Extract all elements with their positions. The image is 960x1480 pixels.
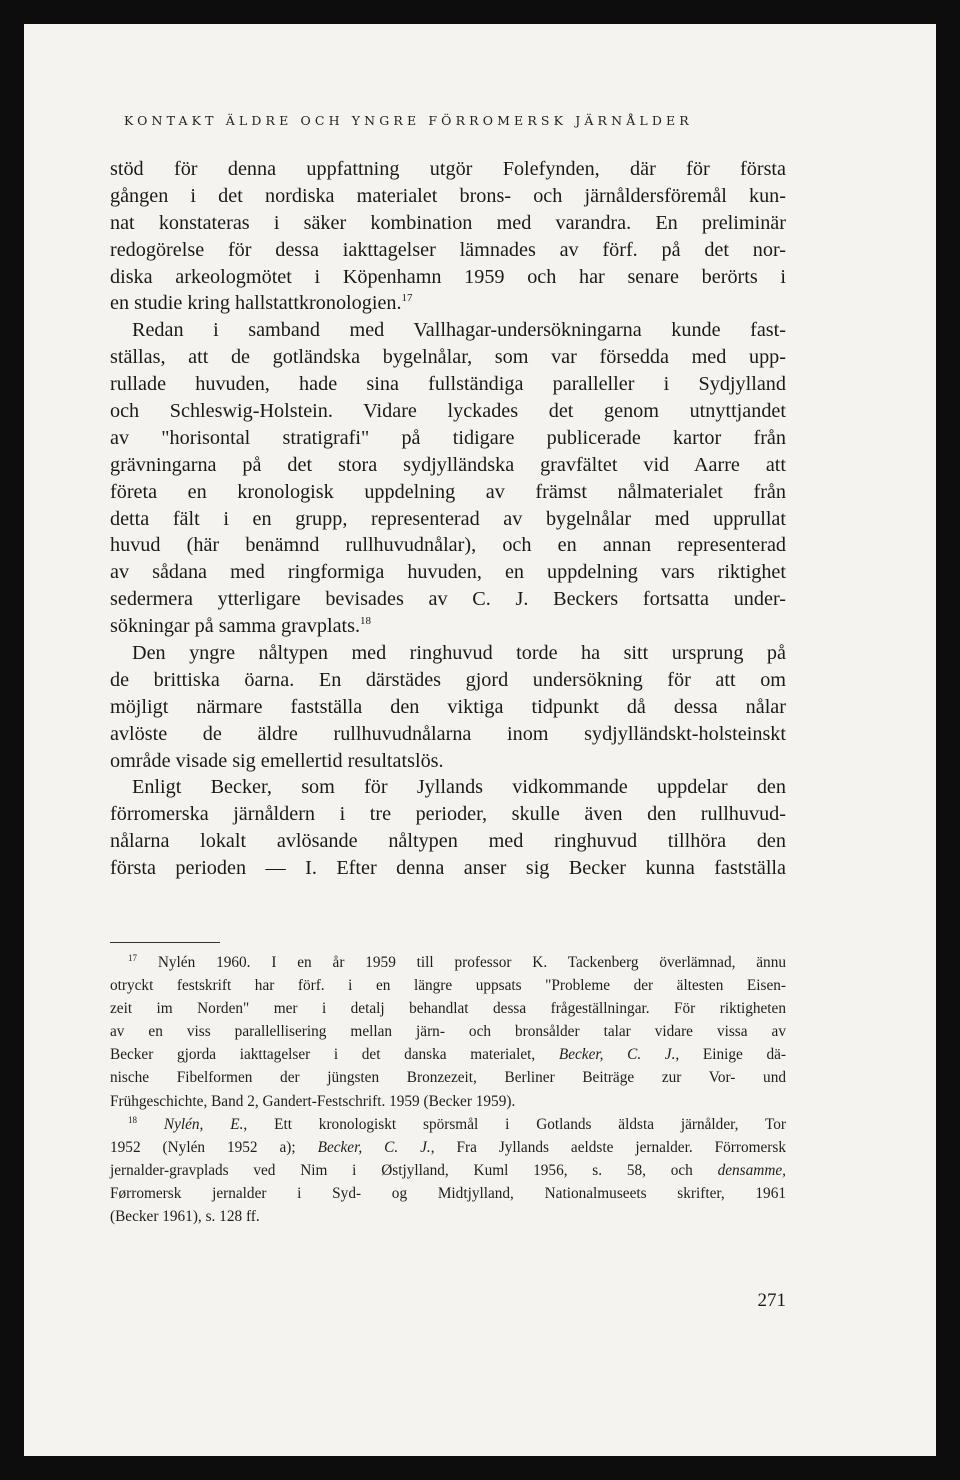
body-line: första perioden — I. Efter denna anser sig Becker kunna fastställa — [110, 857, 786, 880]
footnote-line: jernalder-gravplads ved Nim i Østjylland, Kuml 1956, s. 58, och densamme, — [110, 1161, 786, 1179]
footnote-line: 1952 (Nylén 1952 a); Becker, C. J., Fra Jyllands aeldste jernalder. Förromersk — [110, 1138, 786, 1156]
body-line: stöd för denna uppfattning utgör Folefynden, där för första — [110, 158, 786, 180]
body-line: redogörelse för dessa iakttagelser lämnades av förf. på det nor- — [110, 238, 786, 261]
footnote-line: (Becker 1961), s. 128 ff. — [110, 1208, 260, 1226]
running-head: KONTAKT ÄLDRE OCH YNGRE FÖRROMERSK JÄRNÅLDER — [124, 113, 693, 128]
page-number: 271 — [757, 1290, 786, 1311]
body-line: gången i det nordiska materialet brons- och järnåldersföremål kun- — [110, 184, 786, 207]
body-line: område visade sig emellertid resultatslös. — [110, 749, 444, 772]
body-line: Redan i samband med Vallhagar-undersökningarna kunde fast- — [132, 319, 786, 342]
body-line: de brittiska öarna. En därstädes gjord undersökning för att om — [110, 668, 786, 691]
body-line: diska arkeologmötet i Köpenhamn 1959 och har senare berörts i — [110, 265, 786, 288]
body-line: sedermera ytterligare bevisades av C. J. Beckers fortsatta under- — [110, 588, 786, 611]
footnote-line: av en viss parallellisering mellan järn- och bronsålder talar vidare vissa av — [110, 1023, 786, 1041]
footnote-17: $^{17}$ Nylén 1960. I en år 1959 till professor K. Tackenberg överlämnad, ännu — [128, 953, 786, 971]
body-line: förromerska järnåldern i tre perioder, skulle även den rullhuvud- — [110, 803, 786, 826]
footnote-line: Becker gjorda iakttagelser i det danska materialet, Becker, C. J., Einige dä- — [110, 1046, 787, 1064]
body-line: nat konstateras i säker kombination med varandra. En preliminär — [110, 211, 786, 234]
body-line: företa en kronologisk uppdelning av främst nålmaterialet från — [110, 480, 786, 503]
footnote-line: Førromersk jernalder i Syd- og Midtjylland, Nationalmuseets skrifter, 1961 — [110, 1184, 786, 1202]
body-line: detta fält i en grupp, representerad av bygelnålar med upprullat — [110, 507, 786, 530]
footnote-18: $^{18}$ Nylén, E., Ett kronologiskt spörsmål i Gotlands äldsta järnålder, Tor — [128, 1114, 787, 1133]
body-line: en studie kring hallstattkronologien.$^{17}$ — [110, 292, 413, 315]
body-line: ställas, att de gotländska bygelnålar, som var försedda med upp- — [110, 346, 786, 369]
footnote-rule — [110, 942, 220, 943]
footnote-line: nische Fibelformen der jüngsten Bronzezeit, Berliner Beiträge zur Vor- und — [110, 1069, 786, 1087]
page — [24, 24, 936, 1456]
body-line: möjligt närmare fastställa den viktiga tidpunkt då dessa nålar — [110, 695, 786, 718]
body-line: Den yngre nåltypen med ringhuvud torde ha sitt ursprung på — [132, 642, 786, 665]
footnote-marker: 18 — [128, 1114, 137, 1125]
body-line: och Schleswig-Holstein. Vidare lyckades det genom utnyttjandet — [110, 400, 786, 423]
body-line: rullade huvuden, hade sina fullständiga paralleller i Sydjylland — [110, 373, 786, 396]
body-text — [110, 156, 786, 882]
footnote-line: otryckt festskrift har förf. i en längre uppsats "Probleme der ältesten Eisen- — [110, 977, 786, 995]
body-line: sökningar på samma gravplats.$^{18}$ — [110, 615, 372, 638]
footnote-line: Frühgeschichte, Band 2, Gandert-Festschrift. 1959 (Becker 1959). — [110, 1092, 516, 1110]
body-line: nålarna lokalt avlösande nåltypen med ringhuvud tillhöra den — [110, 830, 786, 853]
footnote-marker: 17 — [128, 953, 137, 963]
footnote-ref-18: 18 — [360, 615, 372, 628]
footnote-line: zeit im Norden" mer i detalj behandlat dessa frågeställningar. För riktigheten — [110, 1000, 786, 1018]
body-line: av sådana med ringformiga huvuden, en uppdelning vars riktighet — [110, 561, 786, 584]
body-line: avlöste de äldre rullhuvudnålarna inom sydjylländskt-holsteinskt — [110, 722, 786, 745]
body-line: huvud (här benämnd rullhuvudnålar), och en annan representerad — [110, 534, 786, 557]
body-line: Enligt Becker, som för Jyllands vidkommande uppdelar den — [132, 776, 786, 799]
footnotes — [110, 951, 786, 1228]
body-line: av "horisontal stratigrafi" på tidigare publicerade kartor från — [110, 426, 786, 449]
footnote-ref-17: 17 — [401, 292, 413, 305]
body-line: grävningarna på det stora sydjylländska gravfältet vid Aarre att — [110, 453, 786, 476]
